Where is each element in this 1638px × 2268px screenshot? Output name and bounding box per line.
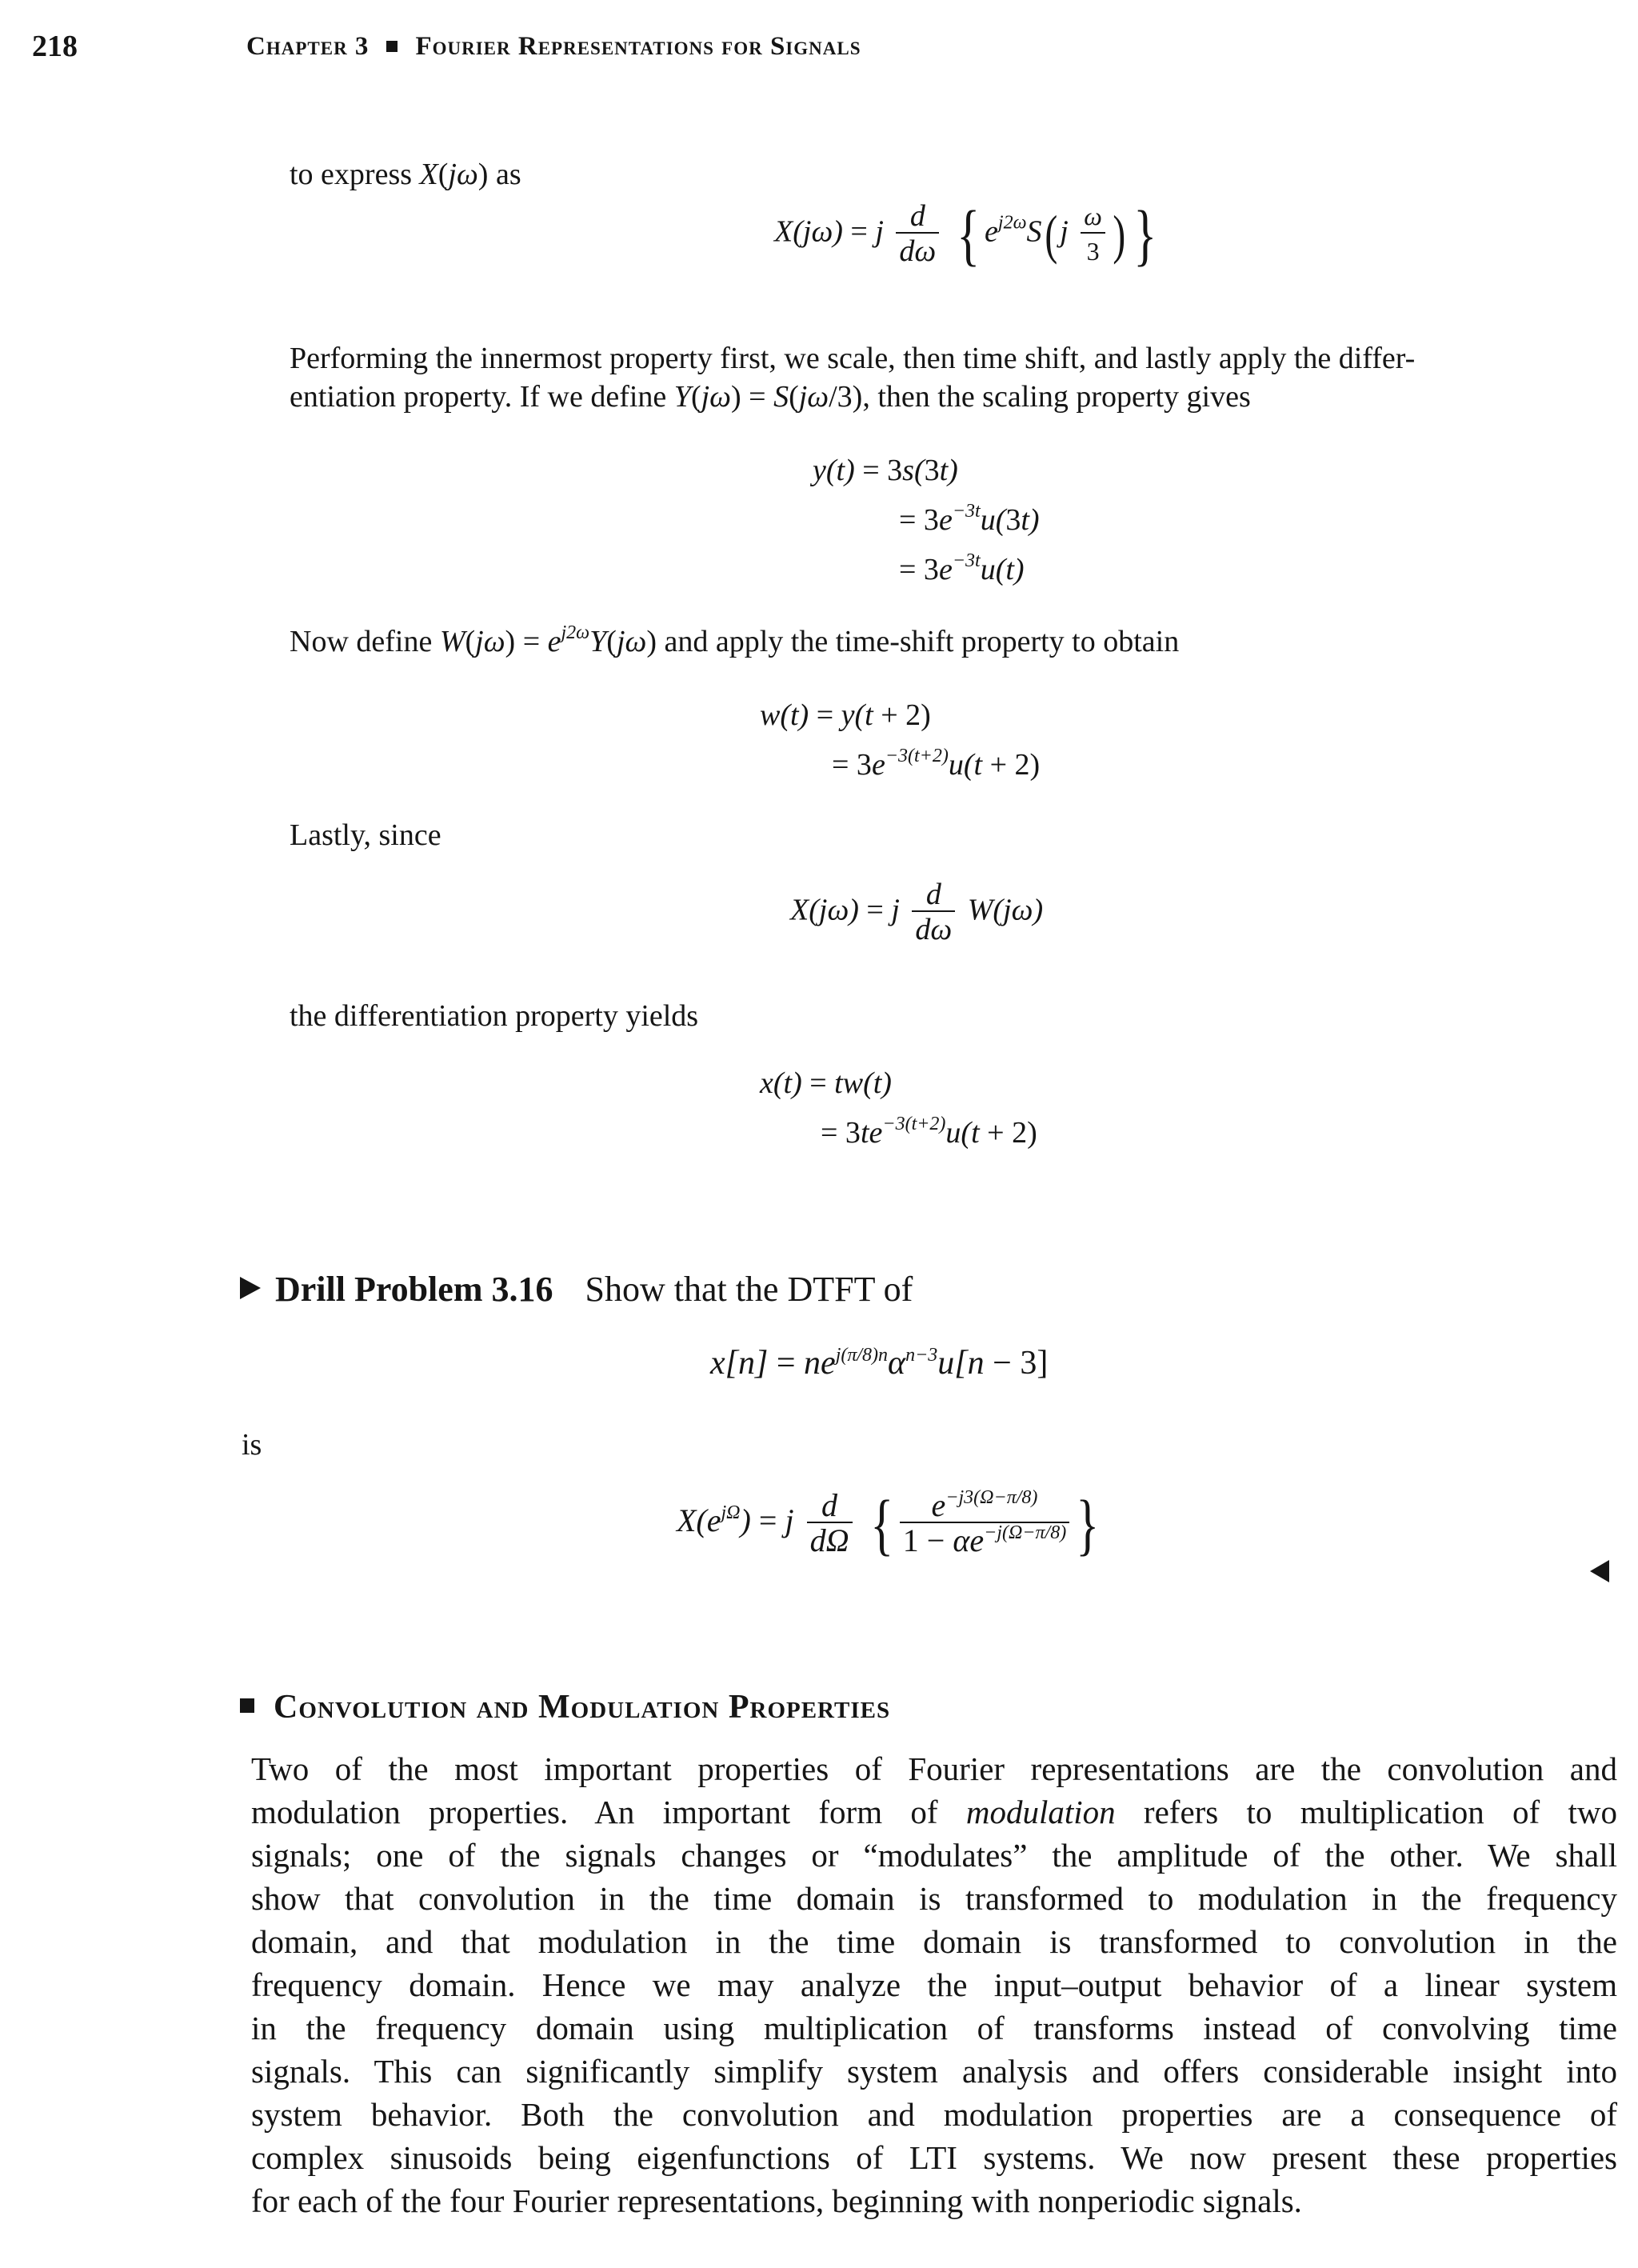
section-heading [240, 1688, 890, 1726]
bullet-square-icon [386, 41, 398, 52]
bullet-square-icon [240, 1698, 254, 1713]
drill-text: Show that the DTFT of [585, 1270, 913, 1309]
equation-x-n: $x[n] = ne^{j(\pi/8)n}\alpha^{n-3}u[n - 3]$ [710, 1345, 1049, 1382]
triangle-marker-icon [240, 1277, 261, 1299]
equation-w-line-2: = $3e^{-3(t+2)}u(t + 2)$ [832, 746, 1041, 782]
running-head [246, 32, 861, 62]
equation-x-jw-derivative: X(jω) = j $\frac{d}{d\omega}$ { $e^{j2\omega}S(j$ $\frac{\omega}{3}$ ) } [774, 196, 1157, 273]
drill-label: Drill Problem 3.16 [275, 1270, 553, 1309]
paragraph-differentiation: the differentiation property yields [290, 999, 699, 1033]
page-number: 218 [32, 30, 78, 63]
equation-dtft-result: $X(e^{j\Omega}) = j$ $\frac{d}{d\Omega}$ { $\frac{e^{-j3(\Omega-\pi/8)}}{1 - \alpha e^{-j(\Omega-\pi/8)}}$ } [677, 1486, 1100, 1562]
chapter-label: Chapter 3 [246, 32, 370, 61]
paragraph-line: frequency domain. Hence we may analyze the input–output behavior of a linear system [251, 1966, 1617, 2003]
equation-x-line-1: x(t) = tw(t) [760, 1066, 892, 1100]
section-paragraph [251, 1747, 1617, 2222]
paragraph-line: modulation properties. An important form of modulation refers to multiplication of two [251, 1794, 1617, 1830]
paragraph-line: in the frequency domain using multiplication of transforms instead of convolving time [251, 2010, 1617, 2046]
paragraph-time-shift: Now define $W(j\omega) = e^{j2\omega}Y(j\omega)$ and apply the time-shift property to obtain [290, 622, 1180, 658]
equation-x-line-2: = $3te^{-3(t+2)}u(t + 2)$ [821, 1114, 1037, 1150]
paragraph-line: for each of the four Fourier representations, beginning with nonperiodic signals. [251, 2182, 1302, 2219]
equation-y-line-2: = $3e^{-3t}u(3t)$ [899, 501, 1040, 537]
paragraph-line: domain, and that modulation in the time domain is transformed to convolution in the [251, 1923, 1617, 1960]
paragraph-line: show that convolution in the time domain is transformed to modulation in the frequency [251, 1880, 1617, 1917]
paragraph-lastly: Lastly, since [290, 818, 441, 852]
paragraph-scaling-line-1: Performing the innermost property first, we scale, then time shift, and lastly apply the differ- [290, 342, 1416, 375]
end-triangle-icon [1590, 1560, 1609, 1582]
is-text: is [242, 1428, 262, 1462]
equation-y-line-3: = $3e^{-3t}u(t)$ [899, 550, 1025, 586]
paragraph-line: signals; one of the signals changes or “modulates” the amplitude of the other. We shall [251, 1837, 1617, 1874]
section-heading-text: Convolution and Modulation Properties [274, 1689, 891, 1726]
paragraph-scaling-line-2: entiation property. If we define Y(jω) = S(jω/3), then the scaling property gives [290, 380, 1251, 414]
equation-y-line-1: y(t) = 3s(3t) [813, 454, 958, 487]
paragraph-line: Two of the most important properties of Fourier representations are the convolution and [251, 1750, 1617, 1787]
chapter-title: Fourier Representations for Signals [415, 32, 861, 61]
paragraph-line: complex sinusoids being eigenfunctions of LTI systems. We now present these properties [251, 2139, 1617, 2176]
drill-problem [240, 1269, 913, 1310]
intro-text: to express X(jω) as [290, 158, 521, 191]
paragraph-line: signals. This can significantly simplify system analysis and offers considerable insight into [251, 2053, 1617, 2090]
equation-w-line-1: w(t) = y(t + 2) [760, 698, 931, 732]
paragraph-line: system behavior. Both the convolution and modulation properties are a consequence of [251, 2096, 1617, 2133]
equation-x-from-w: X(jω) = j $\frac{d}{d\omega}$ W(jω) [790, 878, 1044, 946]
